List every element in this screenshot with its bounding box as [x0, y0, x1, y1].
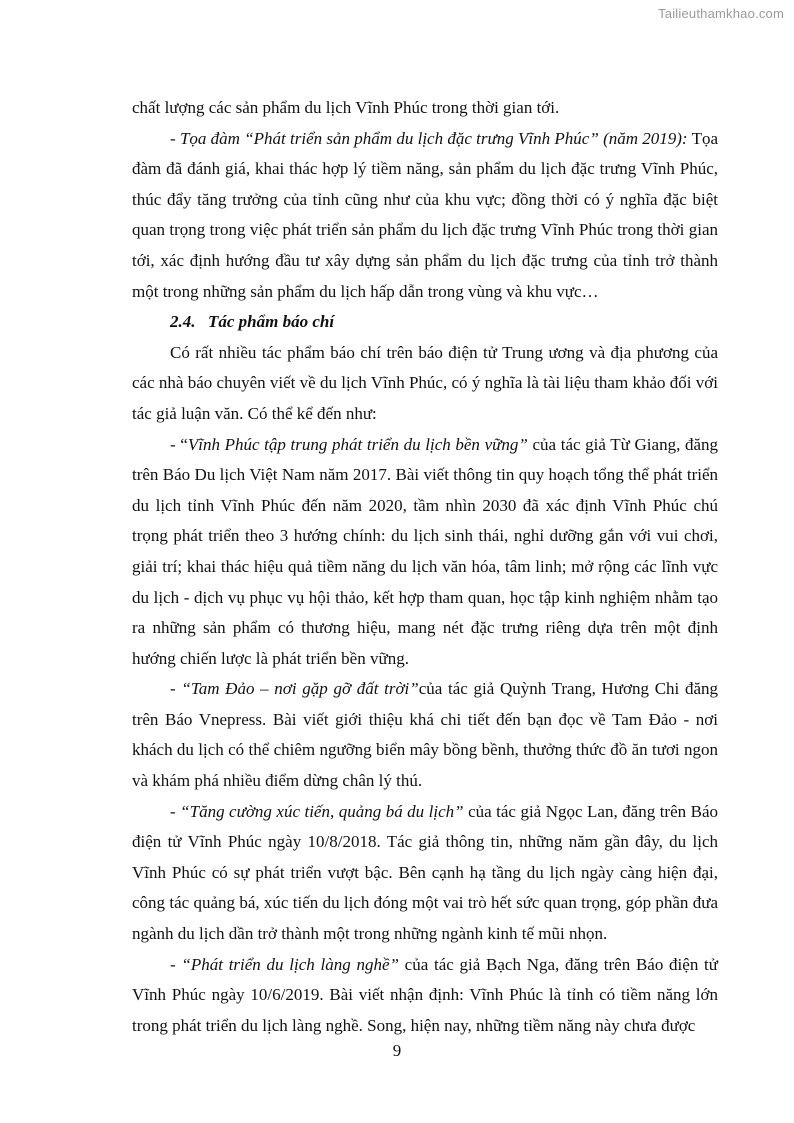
document-body: [132, 93, 718, 1041]
paragraph-text: Tọa đàm đã đánh giá, khai thác hợp lý tiềm năng, sản phẩm du lịch đặc trưng Vĩnh Phúc, thúc đẩy tăng trưởng của tỉnh cũng như của khu vực; đồng thời có ý nghĩa đặc biệt quan trọng trong việc phát triển sản phẩm du lịch đặc trưng Vĩnh Phúc trong thời gian tới, xác định hướng đầu tư xây dựng sản phẩm du lịch đặc trưng của tỉnh trở thành một trong những sản phẩm du lịch hấp dẫn trong vùng và khu vực…: [132, 128, 718, 301]
list-dash: -: [170, 128, 180, 148]
list-dash: - “: [170, 434, 188, 454]
paragraph-text: của tác giả Ngọc Lan, đăng trên Báo điện tử Vĩnh Phúc ngày 10/8/2018. Tác giả thông tin, những năm gần đây, du lịch Vĩnh Phúc có sự phát triển vượt bậc. Bên cạnh hạ tầng du lịch ngày càng hiện đại, công tác quảng bá, xúc tiến du lịch đóng một vai trò hết sức quan trọng, góp phần đưa ngành du lịch dần trở thành một trong những ngành kinh tế mũi nhọn.: [132, 801, 718, 944]
article-title: “Tam Đảo – nơi gặp gỡ đất trời”: [181, 679, 419, 699]
paragraph-text: Có rất nhiều tác phẩm báo chí trên báo điện tử Trung ương và địa phương của các nhà báo chuyên viết về du lịch Vĩnh Phúc, có ý nghĩa là tài liệu tham khảo đối với tác giả luận văn. Có thể kể đến như:: [132, 342, 718, 423]
article-title: Vĩnh Phúc tập trung phát triển du lịch bền vững”: [187, 434, 528, 454]
page-number: 9: [392, 1041, 402, 1060]
article-title: “Tăng cường xúc tiến, quảng bá du lịch”: [180, 801, 464, 821]
paragraph-intro: [132, 338, 718, 430]
paragraph-continuation: [132, 93, 718, 124]
section-heading: [132, 307, 718, 338]
watermark-text: Tailieuthamkhao.com: [658, 6, 784, 21]
paragraph-text: của tác giả Quỳnh Trang, Hương Chi đăng trên Báo Vnepress. Bài viết giới thiệu khá chi tiết đến bạn đọc về Tam Đảo - nơi khách du lịch có thể chiêm ngưỡng biển mây bồng bềnh, thưởng thức đồ ăn tươi ngon và khám phá nhiều điểm dừng chân lý thú.: [132, 679, 718, 791]
list-item-article-3: [132, 797, 718, 950]
seminar-title: Tọa đàm “Phát triển sản phẩm du lịch đặc trưng Vĩnh Phúc” (năm 2019):: [179, 128, 688, 148]
section-title: Tác phẩm báo chí: [208, 312, 335, 332]
list-dash: -: [170, 679, 182, 699]
paragraph-text: của tác giả Từ Giang, đăng trên Báo Du lịch Việt Nam năm 2017. Bài viết thông tin quy hoạch tổng thể phát triển du lịch tỉnh Vĩnh Phúc đến năm 2020, tầm nhìn 2030 đã xác định Vĩnh Phúc chú trọng phát triển theo 3 hướng chính: du lịch sinh thái, nghỉ dưỡng gắn với vui chơi, giải trí; khai thác hiệu quả tiềm năng du lịch văn hóa, tâm linh; mở rộng các lĩnh vực du lịch - dịch vụ phục vụ hội thảo, kết hợp tham quan, học tập kinh nghiệm nhằm tạo ra những sản phẩm có thương hiệu, mang nét đặc trưng riêng dựa trên một định hướng chiến lược là phát triển bền vững.: [132, 434, 718, 668]
list-item-article-4: [132, 950, 718, 1042]
paragraph-text: của tác giả Bạch Nga, đăng trên Báo điện tử Vĩnh Phúc ngày 10/6/2019. Bài viết nhận định: Vĩnh Phúc là tỉnh có tiềm năng lớn trong phát triển du lịch làng nghề. Song, hiện nay, những tiềm năng này chưa được: [132, 954, 718, 1035]
section-number: 2.4.: [170, 312, 196, 332]
list-dash: -: [170, 954, 182, 974]
list-item-article-2: [132, 674, 718, 796]
paragraph-text: chất lượng các sản phẩm du lịch Vĩnh Phúc trong thời gian tới.: [132, 98, 560, 117]
list-item-article-1: [132, 430, 718, 675]
paragraph-seminar: [132, 124, 718, 308]
list-dash: -: [170, 801, 181, 821]
article-title: “Phát triển du lịch làng nghề”: [181, 954, 399, 974]
